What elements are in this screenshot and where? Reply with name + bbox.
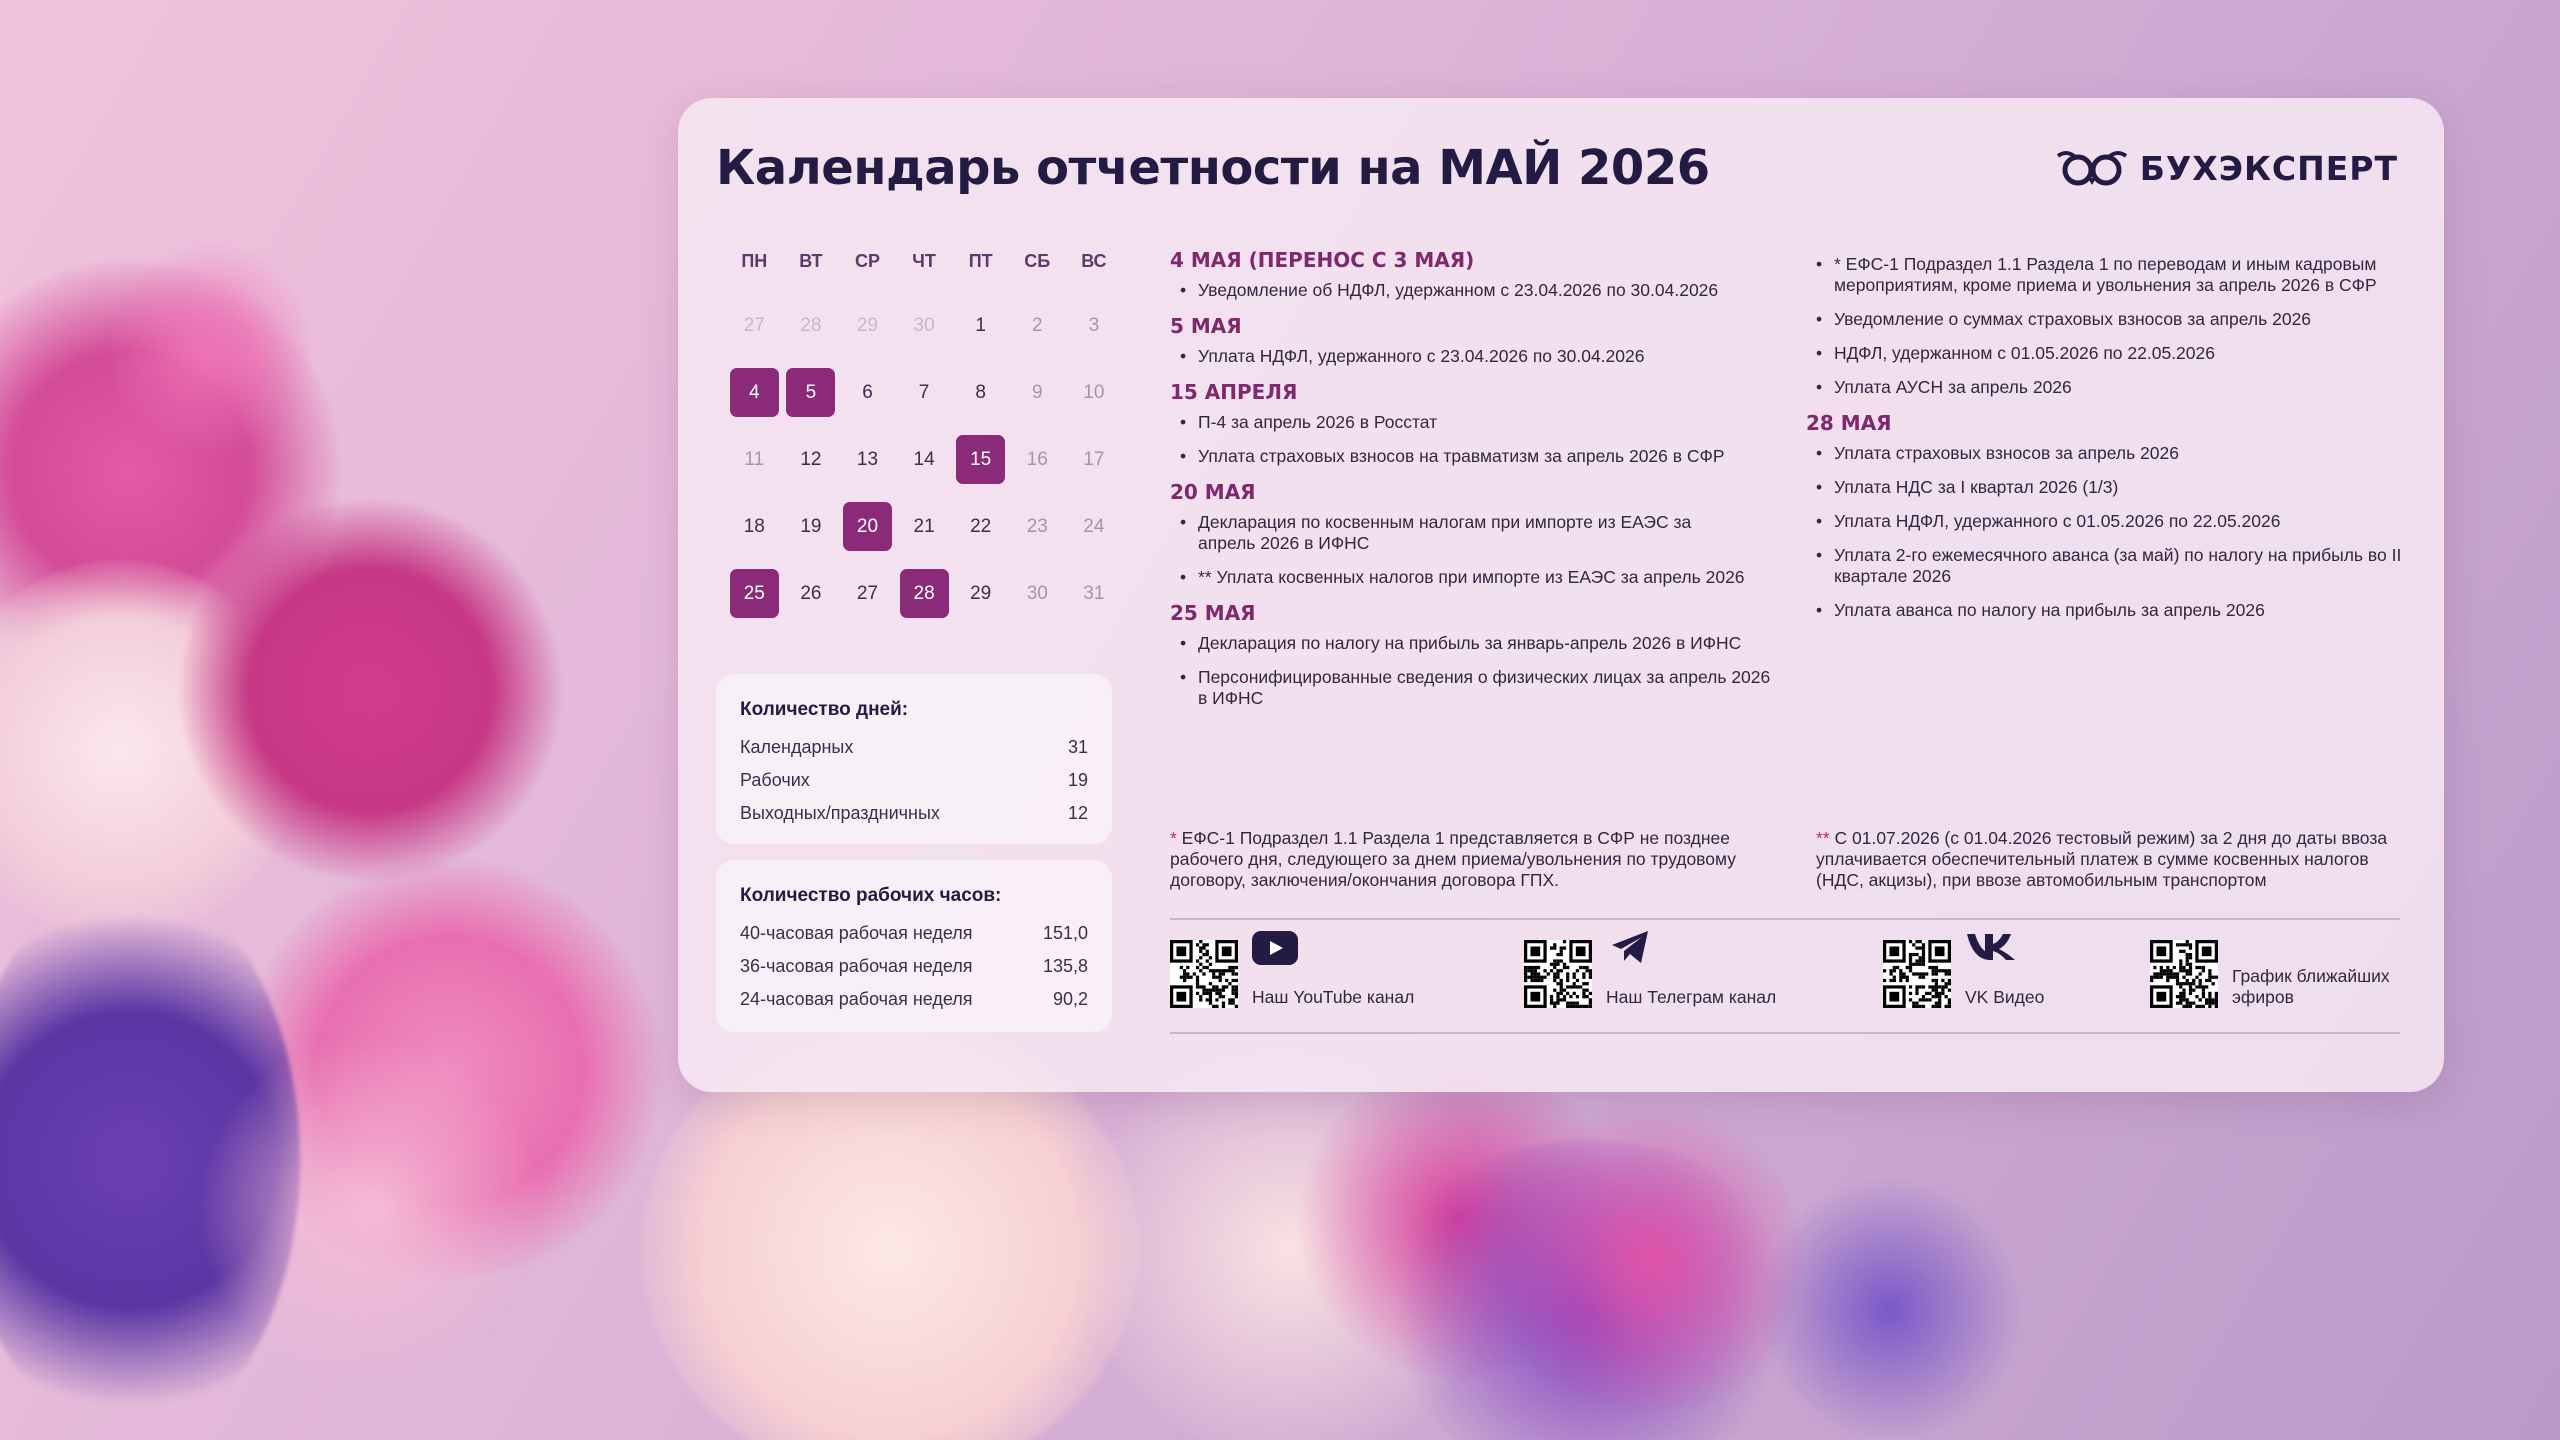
event-item: • Уплата страховых взносов на травматизм за апрель 2026 в СФР [1170,446,1770,467]
event-item: • НДФЛ, удержанном с 01.05.2026 по 22.05.2026 [1806,343,2406,364]
stat-label: 36-часовая рабочая неделя [740,956,973,976]
calendar-day [783,426,840,493]
stat-value: 19 [1067,770,1088,790]
weekday-label: ВТ [799,250,823,271]
day-number: 6 [862,381,873,403]
calendar-day [1009,426,1066,493]
day-number: 22 [970,515,992,537]
stat-label: Рабочих [740,770,810,790]
event-list [1170,512,1770,588]
day-number: 5 [786,368,835,417]
footnote-marker: * [1170,828,1177,848]
calendar-day [896,426,953,493]
event-item: • Уплата 2-го ежемесячного аванса (за май) по налогу на прибыль во II квартале 2026 [1806,545,2406,587]
event-item: • Уведомление об НДФЛ, удержанном с 23.04.2026 по 30.04.2026 [1170,280,1770,301]
calendar-day [896,359,953,426]
calendar-day [952,359,1009,426]
weekday-label: ЧТ [912,250,936,271]
day-number: 21 [913,515,935,537]
day-number: 9 [1031,381,1043,403]
calendar-day [1066,426,1123,493]
month-calendar [726,246,1122,627]
weekday-label: СБ [1024,250,1051,271]
footnote-marker: ** [1816,828,1830,848]
calendar-day-deadline [896,560,953,627]
stat-value: 31 [1067,737,1088,757]
qr-code[interactable] [2150,940,2218,1008]
vk-video-link[interactable] [1883,940,2044,1008]
event-item: • Уплата страховых взносов за апрель 2026 [1806,443,2406,464]
divider [1170,918,2400,920]
event-date: 25 МАЯ [1170,601,1256,625]
stat-label: 24-часовая рабочая неделя [740,989,973,1009]
days-count-row [740,803,1088,824]
calendar-day [1066,292,1123,359]
stat-value: 151,0 [1042,923,1088,943]
link-label: Наш YouTube канал [1252,987,1415,1007]
footnote-efs [1170,828,1760,891]
day-number: 30 [1026,582,1048,604]
event-date: 28 МАЯ [1806,411,1892,435]
event-item: • ** Уплата косвенных налогов при импорте из ЕАЭС за апрель 2026 [1170,567,1770,588]
events-column-left [1170,248,1770,722]
telegram-link[interactable] [1524,940,1776,1008]
weekday-label: ПН [741,250,768,271]
day-number: 26 [800,582,822,604]
owl-logo-icon [2056,148,2128,188]
day-number: 27 [743,314,765,336]
day-number: 28 [800,314,822,336]
day-number: 12 [800,448,822,470]
hours-count-box [716,860,1112,1032]
day-number: 23 [1026,515,1048,537]
calendar-day [896,292,953,359]
weekday-label: ВС [1081,250,1107,271]
youtube-icon [1252,931,1298,965]
event-item: • Уплата АУСН за апрель 2026 [1806,377,2406,398]
days-count-row [740,770,1088,791]
day-number: 2 [1031,314,1043,336]
brand-name: БУХЭКСПЕРТ [2139,148,2398,188]
event-item: • Декларация по налогу на прибыль за январь-апрель 2026 в ИФНС [1170,633,1770,654]
hours-count-heading: Количество рабочих часов: [740,885,1002,906]
day-number: 10 [1083,381,1105,403]
weekday-header [726,246,1122,276]
calendar-day [726,426,783,493]
calendar-day-deadline [839,493,896,560]
calendar-day [839,292,896,359]
youtube-link[interactable] [1170,940,1414,1008]
day-number: 15 [956,435,1005,484]
day-number: 18 [743,515,765,537]
calendar-day [1066,560,1123,627]
event-list [1806,254,2406,398]
weekday-label: СР [854,250,880,271]
events-column-right [1806,254,2406,634]
day-number: 29 [856,314,879,336]
day-number: 31 [1083,582,1105,604]
event-item: • Уплата аванса по налогу на прибыль за апрель 2026 [1806,600,2406,621]
day-number: 8 [975,381,986,403]
day-number: 30 [913,314,935,336]
stat-value: 12 [1067,803,1088,823]
weekday-label: ПТ [968,250,993,271]
event-list [1170,280,1770,301]
event-item: • П-4 за апрель 2026 в Росстат [1170,412,1770,433]
stat-value: 90,2 [1052,989,1088,1009]
report-calendar-card [678,98,2444,1092]
calendar-day [783,560,840,627]
calendar-day [896,493,953,560]
calendar-day [783,292,840,359]
stat-label: Календарных [740,737,854,757]
qr-code[interactable] [1170,940,1238,1008]
hours-count-row [740,956,1088,977]
day-number: 13 [856,448,879,470]
day-number: 27 [856,582,879,604]
day-number: 14 [913,448,935,470]
event-date: 4 МАЯ (ПЕРЕНОС С 3 МАЯ) [1170,248,1475,272]
footnote-import [1816,828,2416,891]
calendar-day [839,426,896,493]
day-number: 1 [975,314,986,336]
day-number: 25 [730,569,779,618]
calendar-day-deadline [783,359,840,426]
event-item: • Уплата НДФЛ, удержанного с 01.05.2026 по 22.05.2026 [1806,511,2406,532]
divider [1170,1032,2400,1034]
stat-label: 40-часовая рабочая неделя [740,923,973,943]
day-number: 4 [730,368,779,417]
event-date: 15 АПРЕЛЯ [1170,380,1298,404]
stat-value: 135,8 [1042,956,1088,976]
qr-code[interactable] [1883,940,1951,1008]
calendar-day [952,560,1009,627]
footnote-text: ЕФС-1 Подраздел 1.1 Раздела 1 представляется в СФР не позднее рабочего дня, следующего за днем приема/увольнения по трудовому договору, заключения/окончания договора ГПХ. [1170,828,1736,890]
calendar-day [1009,292,1066,359]
calendar-day [1066,359,1123,426]
event-item: • Уплата НДФЛ, удержанного с 23.04.2026 по 30.04.2026 [1170,346,1770,367]
hours-count-row [740,989,1088,1010]
calendar-day [1009,359,1066,426]
calendar-day [726,292,783,359]
day-number: 7 [918,381,930,403]
calendar-day-deadline [726,359,783,426]
day-number: 20 [843,502,892,551]
calendar-day [839,359,896,426]
link-label: График ближайших эфиров [2232,966,2390,1007]
day-number: 17 [1083,448,1105,470]
event-item: • Декларация по косвенным налогам при импорте из ЕАЭС за апрель 2026 в ИФНС [1170,512,1698,554]
calendar-day [783,493,840,560]
brand-logo[interactable] [2056,148,2398,188]
calendar-day [1009,560,1066,627]
day-number: 28 [900,569,949,618]
event-date: 20 МАЯ [1170,480,1256,504]
event-list [1170,412,1770,467]
event-item: • Уведомление о суммах страховых взносов за апрель 2026 [1806,309,2406,330]
calendar-day [952,292,1009,359]
event-item: • Уплата НДС за I квартал 2026 (1/3) [1806,477,2406,498]
page-title: Календарь отчетности на МАЙ 2026 [716,140,1710,196]
days-count-row [740,737,1088,758]
event-list [1806,443,2406,621]
qr-code[interactable] [1524,940,1592,1008]
day-number: 3 [1088,314,1100,336]
hours-count-row [740,923,1088,944]
calendar-day [839,560,896,627]
day-number: 19 [800,515,822,537]
day-number: 16 [1026,448,1048,470]
footnote-text: С 01.07.2026 (с 01.04.2026 тестовый режим) за 2 дня до даты ввоза уплачивается обеспечительный платеж в сумме косвенных налогов (НДС, акцизы), при ввозе автомобильным транспортом [1816,828,2388,890]
days-count-heading: Количество дней: [740,699,909,720]
day-number: 24 [1083,515,1105,537]
event-item: • * ЕФС-1 Подраздел 1.1 Раздела 1 по переводам и иным кадровым мероприятиям, кроме приема и увольнения за апрель 2026 в СФР [1806,254,2406,296]
event-date: 5 МАЯ [1170,314,1242,338]
calendar-day [1066,493,1123,560]
event-list [1170,633,1770,709]
calendar-day [952,493,1009,560]
days-count-box [716,674,1112,844]
vk-icon [1965,931,2017,961]
link-label: VK Видео [1965,987,2045,1007]
stat-label: Выходных/праздничных [740,803,940,823]
link-label: Наш Телеграм канал [1606,987,1777,1007]
event-list [1170,346,1770,367]
calendar-day-deadline [726,560,783,627]
telegram-icon [1610,929,1650,965]
broadcast-schedule-link[interactable] [2150,940,2412,1008]
calendar-day [726,493,783,560]
calendar-day [1009,493,1066,560]
day-number: 29 [970,582,992,604]
day-number: 11 [744,448,765,470]
calendar-day-deadline [952,426,1009,493]
calendar-days [726,292,1122,627]
event-item: • Персонифицированные сведения о физических лицах за апрель 2026 в ИФНС [1170,667,1778,709]
